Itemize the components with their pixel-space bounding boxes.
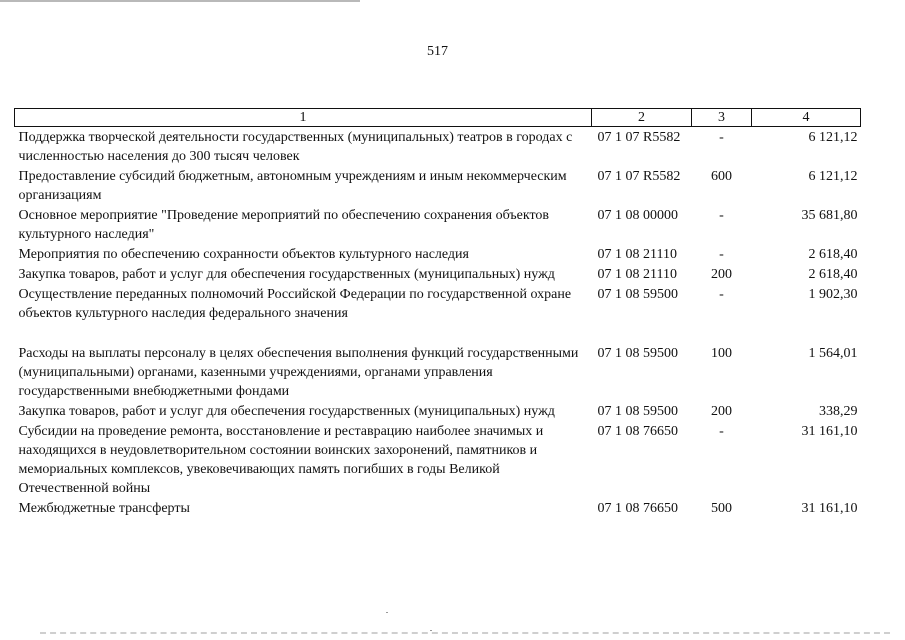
- column-header: 4: [752, 109, 861, 127]
- table-row: [15, 421, 861, 498]
- scan-speck: [386, 612, 388, 613]
- table-row: [15, 498, 861, 518]
- row-name: Расходы на выплаты персоналу в целях обеспечения выполнения функций государственными (муниципальными) органами, казенными учреждениями, органами управления государственными внебюджетными фондами: [18, 346, 579, 399]
- row-code: 07 1 07 R5582: [597, 130, 681, 145]
- row-code: 07 1 08 59500: [597, 287, 678, 302]
- row-name: Мероприятия по обеспечению сохранности объектов культурного наследия: [18, 247, 469, 262]
- row-code: 07 1 08 76650: [597, 501, 678, 516]
- row-code: 07 1 07 R5582: [597, 169, 681, 184]
- scan-edge-top: [0, 0, 360, 2]
- row-code: 07 1 08 59500: [597, 404, 678, 419]
- row-name: Предоставление субсидий бюджетным, автономным учреждениям и иным некоммерческим организациям: [18, 169, 567, 203]
- row-type: 100: [711, 346, 732, 361]
- row-code: 07 1 08 00000: [597, 208, 678, 223]
- row-name: Закупка товаров, работ и услуг для обеспечения государственных (муниципальных) нужд: [18, 404, 555, 419]
- column-header: 1: [15, 109, 592, 127]
- row-name: Закупка товаров, работ и услуг для обеспечения государственных (муниципальных) нужд: [18, 267, 555, 282]
- row-amount: 1 564,01: [808, 346, 858, 361]
- row-type: -: [719, 247, 724, 262]
- row-amount: 31 161,10: [801, 424, 858, 439]
- row-name: Субсидии на проведение ремонта, восстановление и реставрацию наиболее значимых и находящихся в неудовлетворительном состоянии воинских захоронений, памятников и мемориальных комплексов, увековечивающих память погибших в годы Великой Отечественной войны: [18, 424, 544, 496]
- row-type: 600: [711, 169, 732, 184]
- row-amount: 2 618,40: [808, 247, 858, 262]
- row-amount: 338,29: [819, 404, 858, 419]
- row-type: -: [719, 424, 724, 439]
- row-code: 07 1 08 59500: [597, 346, 678, 361]
- row-type: 500: [711, 501, 732, 516]
- table-row: [15, 127, 861, 167]
- scan-edge-bottom: [40, 632, 890, 634]
- row-name: Межбюджетные трансферты: [18, 501, 190, 516]
- row-amount: 31 161,10: [801, 501, 858, 516]
- row-name: Основное мероприятие "Проведение мероприятий по обеспечению сохранения объектов культурного наследия": [18, 208, 550, 242]
- table-row: [15, 343, 861, 401]
- table-header-row: [15, 109, 861, 127]
- row-type: -: [719, 130, 724, 145]
- table-row: [15, 205, 861, 244]
- budget-table: [14, 108, 861, 518]
- row-type: -: [719, 287, 724, 302]
- row-name: Осуществление переданных полномочий Российской Федерации по государственной охране объектов культурного наследия федерального значения: [18, 287, 572, 321]
- row-amount: 6 121,12: [808, 130, 858, 145]
- table-row: [15, 166, 861, 205]
- scan-speck: [430, 630, 432, 631]
- row-amount: 2 618,40: [808, 267, 858, 282]
- row-type: -: [719, 208, 724, 223]
- row-type: 200: [711, 267, 732, 282]
- column-header: 2: [592, 109, 692, 127]
- row-code: 07 1 08 21110: [597, 247, 677, 262]
- table-row: [15, 244, 861, 264]
- row-amount: 1 902,30: [808, 287, 858, 302]
- page-number: 517: [427, 44, 448, 59]
- row-type: 200: [711, 404, 732, 419]
- table-row: [15, 401, 861, 421]
- column-header: 3: [692, 109, 752, 127]
- table-row: [15, 264, 861, 284]
- table-row: [15, 284, 861, 323]
- blank-row: [15, 323, 861, 343]
- row-name: Поддержка творческой деятельности государственных (муниципальных) театров в городах с численностью населения до 300 тысяч человек: [18, 130, 573, 164]
- row-amount: 35 681,80: [801, 208, 858, 223]
- row-code: 07 1 08 21110: [597, 267, 677, 282]
- row-amount: 6 121,12: [808, 169, 858, 184]
- row-code: 07 1 08 76650: [597, 424, 678, 439]
